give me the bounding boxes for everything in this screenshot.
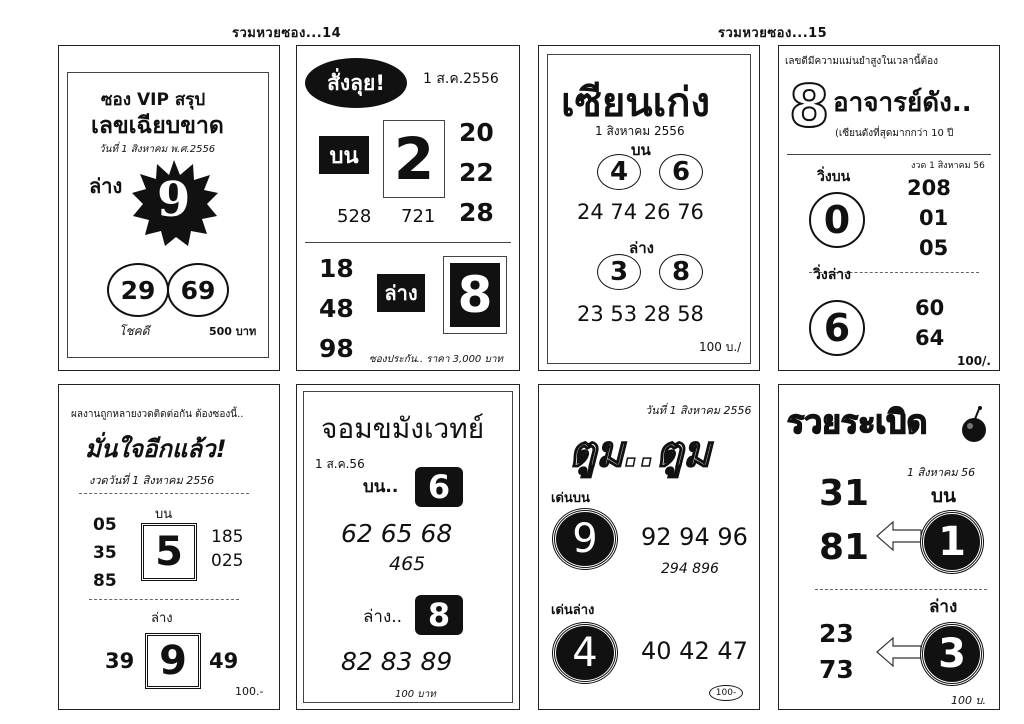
header-right: รวมหวยซอง...15 (718, 26, 828, 41)
upper-num-1: 31 (819, 473, 870, 514)
footer-text: โชคดี (119, 324, 150, 338)
price: 100.- (235, 685, 264, 698)
lower-label: ล่าง (151, 611, 173, 626)
upper-num-3: 05 (919, 236, 949, 260)
footer-text: ซองประกัน.. ราคา 3,000 บาท (369, 354, 504, 365)
lower-label: เด่นล่าง (551, 603, 595, 618)
card-toom-toom (538, 384, 760, 710)
card-date: 1 สิงหาคม 56 (907, 466, 976, 479)
run-upper-label: วิ่งบน (817, 169, 851, 185)
run-lower-digit: 6 (809, 300, 865, 356)
upper-num-1: 208 (907, 176, 951, 200)
card-jom-kamang (296, 384, 520, 710)
pair-circle-2: 69 (167, 263, 229, 317)
upper-nums: 24 74 26 76 (577, 200, 704, 224)
lower-digit-2: 8 (659, 254, 703, 290)
top-line: ผลงานถูกหลายงวดติดต่อกัน ต้องซองนี้.. (71, 409, 244, 420)
card-date: วันที่ 1 สิงหาคม 2556 (645, 404, 752, 417)
lower-num-1: 23 (819, 619, 854, 648)
lower-digit: 4 (553, 623, 617, 683)
upper-label: เด่นบน (551, 491, 590, 506)
lower-digit: 3 (921, 623, 983, 685)
upper-label: บน (155, 507, 173, 522)
right-num-1: 185 (211, 527, 244, 547)
card-vip (58, 45, 280, 371)
card-title: ตูม..ตูม (569, 427, 711, 476)
price: 500 บาท (209, 325, 257, 338)
mid-num: 465 (389, 553, 426, 575)
lower-num-1: 60 (915, 296, 945, 320)
lower-nums: 82 83 89 (341, 647, 453, 676)
subtitle: (เซียนดังที่สุดมากกว่า 10 ปี (835, 128, 954, 139)
card-date: งวดวันที่ 1 สิงหาคม 2556 (89, 474, 215, 487)
lower-num-2: 73 (819, 655, 854, 684)
price: 100- (709, 685, 743, 701)
price: 100 บ./ (699, 340, 742, 354)
price: 100/. (957, 354, 991, 368)
bottom-num-1: 528 (337, 206, 372, 227)
card-title: อาจารย์ดัง.. (833, 88, 972, 118)
card-title: เซียนเก่ง (561, 80, 711, 126)
upper-nums: 92 94 96 (641, 523, 748, 551)
card-sian-keng (538, 45, 760, 371)
price: 100 บ. (951, 694, 986, 707)
bomb-icon (959, 405, 989, 445)
upper-digit: 9 (553, 509, 617, 569)
lower-label: ล่าง (89, 174, 123, 198)
card-title: มั่นใจอีกแล้ว! (85, 435, 227, 463)
card-man-jai (58, 384, 280, 710)
top-line: เลขดีมีความแม่นยำสูงในเวลานี้ต้อง (785, 56, 939, 67)
lower-digit: 9 (145, 633, 201, 689)
left-num-2: 35 (93, 543, 117, 563)
lower-right-num: 49 (209, 649, 239, 673)
lower-digit: 9 (157, 172, 191, 228)
right-num-2: 22 (459, 158, 494, 187)
card-date: 1 ส.ค.56 (315, 457, 365, 471)
pair-circle-1: 29 (107, 263, 169, 317)
left-num-3: 85 (93, 571, 117, 591)
card-date: งวด 1 สิงหาคม 56 (911, 161, 985, 171)
run-lower-label: วิ่งล่าง (813, 267, 851, 283)
lower-label: ล่าง (629, 239, 654, 257)
card-ruay-rabert (778, 384, 1000, 710)
price: 100 บาท (395, 689, 436, 700)
card-date: วันที่ 1 สิงหาคม พ.ศ.2556 (99, 144, 216, 155)
card-date: 1 ส.ค.2556 (423, 71, 499, 87)
lower-num-2: 64 (915, 326, 945, 350)
arrow-left-icon (875, 519, 923, 553)
lower-label: ล่าง (929, 597, 958, 617)
left-num-1: 05 (93, 515, 117, 535)
arrow-left-icon (875, 635, 923, 669)
upper-digit-2: 6 (659, 154, 703, 190)
lower-digit: 8 (450, 263, 500, 327)
card-title: จอมขมังเวทย์ (321, 412, 485, 445)
upper-nums: 62 65 68 (341, 519, 453, 548)
left-num-3: 98 (319, 334, 354, 363)
right-num-1: 20 (459, 118, 494, 147)
badge: สั่งลุย! (305, 58, 407, 108)
header-left: รวมหวยซอง...14 (232, 26, 342, 41)
run-upper-digit: 0 (809, 192, 865, 248)
lower-label: ล่าง (377, 274, 425, 312)
left-num-2: 48 (319, 294, 354, 323)
upper-digit: 1 (921, 511, 983, 573)
upper-num-2: 01 (919, 206, 949, 230)
upper-digit: 6 (415, 467, 463, 507)
card-sang-lui (296, 45, 520, 371)
right-num-3: 28 (459, 198, 494, 227)
lower-nums: 23 53 28 58 (577, 302, 704, 326)
upper-digit: 2 (383, 120, 445, 198)
upper-label: บน (631, 141, 651, 159)
upper-digit: 5 (141, 523, 197, 581)
lower-label: ล่าง.. (363, 607, 403, 627)
big-digit: 8 (789, 72, 830, 140)
card-title-line2: เลขเฉียบขาด (91, 113, 224, 139)
card-title-line1: ซอง VIP สรุป (101, 90, 206, 110)
lower-digit-1: 3 (597, 254, 641, 290)
upper-label: บน (319, 136, 369, 174)
card-date: 1 สิงหาคม 2556 (595, 124, 685, 138)
lower-digit-box (443, 256, 507, 334)
left-num-1: 18 (319, 254, 354, 283)
bottom-num-2: 721 (401, 206, 436, 227)
upper-label: บน (931, 485, 957, 507)
lower-left-num: 39 (105, 649, 135, 673)
upper-digit-1: 4 (597, 154, 641, 190)
card-title: รวยระเบิด (787, 403, 928, 441)
lower-nums: 40 42 47 (641, 637, 748, 665)
upper-label: บน.. (363, 477, 399, 497)
upper-num-2: 81 (819, 527, 870, 568)
lower-digit: 8 (415, 595, 463, 635)
card-achan-dang (778, 45, 1000, 371)
upper-sub: 294 896 (661, 561, 719, 577)
right-num-2: 025 (211, 551, 244, 571)
